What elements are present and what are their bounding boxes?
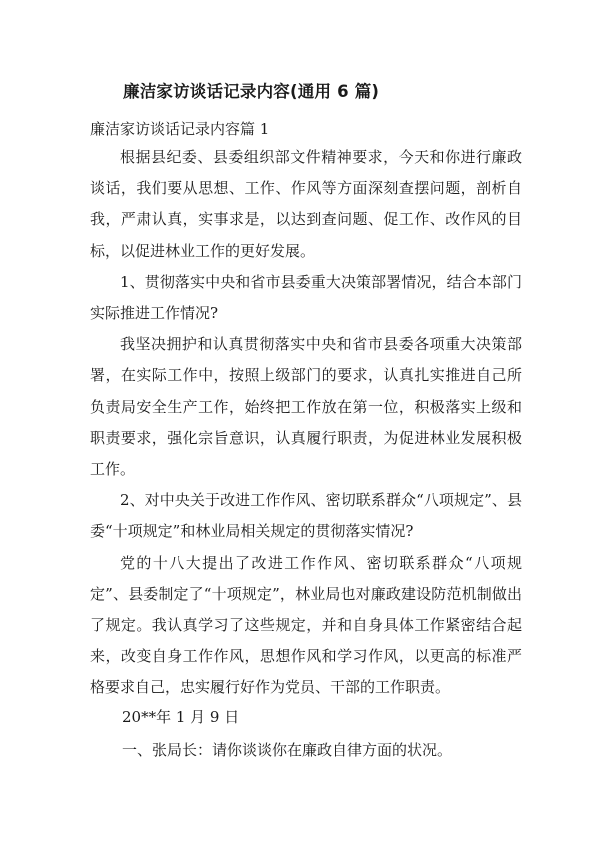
paragraph-question-2: 2、对中央关于改进工作作风、密切联系群众“八项规定”、县委“十项规定”和林业局相关规定的贯彻落实情况?	[90, 491, 522, 541]
document-title: 廉洁家访谈话记录内容(通用 6 篇)	[123, 82, 380, 101]
paragraph-intro: 根据县纪委、县委组织部文件精神要求，今天和你进行廉政谈话，我们要从思想、工作、作风等方面深刻查摆问题，剖析自我，严肃认真，实事求是，以达到查问题、促工作、改作风的目标，以促进林业工作的更好发展。	[90, 148, 522, 260]
document-date: 20**年 1 月 9 日	[122, 708, 240, 726]
paragraph-question-1: 1、贯彻落实中央和省市县委重大决策部署情况，结合本部门实际推进工作情况?	[90, 272, 522, 323]
paragraph-answer-1: 我坚决拥护和认真贯彻落实中央和省市县委各项重大决策部署，在实际工作中，按照上级部门的要求，认真扎实推进自己所负责局安全生产工作，始终把工作放在第一位，积极落实上级和职责要求，强化宗旨意识，认真履行职责，为促进林业发展积极工作。	[90, 335, 522, 479]
section-heading: 廉洁家访谈话记录内容篇 1	[90, 120, 270, 138]
document-body	[90, 142, 522, 704]
paragraph-question-3: 一、张局长：请你谈谈你在廉政自律方面的状况。	[122, 741, 453, 759]
paragraph-answer-2: 党的十八大提出了改进工作作风、密切联系群众“八项规定”、县委制定了“十项规定”，林业局也对廉政建设防范机制做出了规定。我认真学习了这些规定，并和自身具体工作紧密结合起来，改变自身工作作风，思想作风和学习作风，以更高的标准严格要求自己，忠实履行好作为党员、干部的工作职责。	[90, 553, 522, 697]
